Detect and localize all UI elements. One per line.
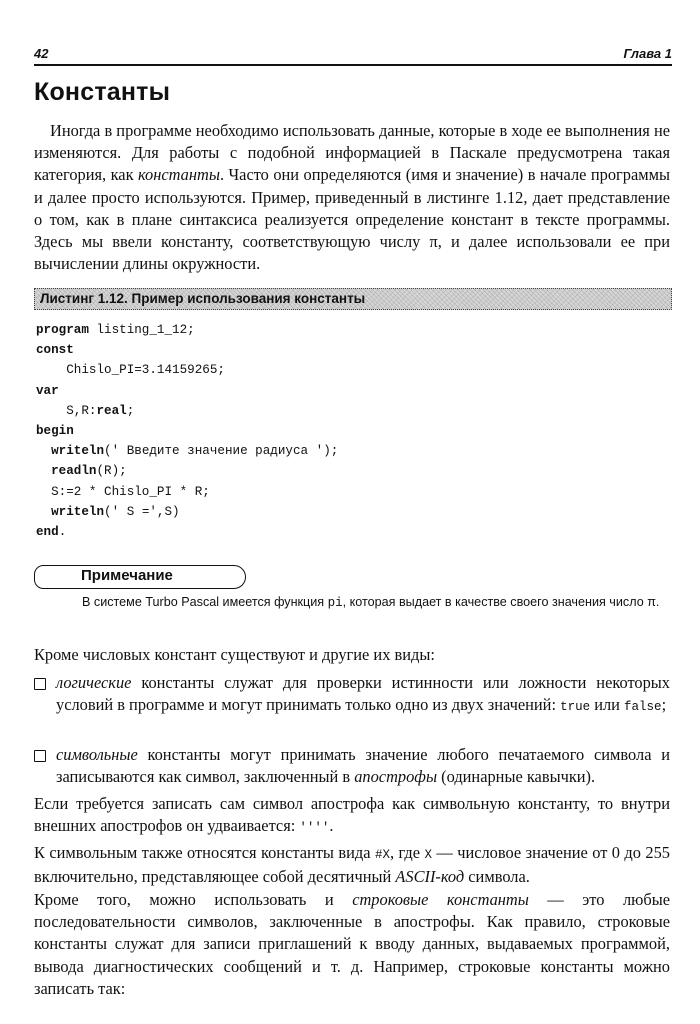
- inline-code: pi: [327, 596, 343, 610]
- inline-code: true: [560, 700, 591, 715]
- code-line: S,R:real;: [36, 403, 135, 418]
- inline-code: false: [624, 700, 662, 715]
- code-line: end.: [36, 525, 67, 540]
- ascii-paragraph: К символьным также относятся константы вида #X, где X — числовое значение от 0 до 255 включительно, представляющее собой десятичный ASCII-код символа.: [34, 843, 670, 887]
- code-line: begin: [36, 424, 74, 439]
- code-line: Chislo_PI=3.14159265;: [36, 363, 225, 378]
- intro-paragraph: Иногда в программе необходимо использовать данные, которые в ходе ее выполнения не изменяются. Для работы с подобной информацией в Паскале предусмотрена такая категория, как константы. Часто они определяются (имя и значение) в начале программы и далее просто используются. Пример, приведенный в листинге 1.12, дает представление о том, как в плане синтаксиса реализуется определение констант в тексте программы. Здесь мы ввели константу, соответствующую числу π, и далее использовали ее при вычислении длины окружности.: [34, 121, 670, 274]
- code-line: writeln(' Введите значение радиуса ');: [51, 444, 339, 459]
- checkbox-bullet-icon: [34, 678, 46, 690]
- note-text: В системе Turbo Pascal имеется функция pi, которая выдает в качестве своего значения число π.: [82, 595, 660, 610]
- kinds-intro: Кроме числовых констант существуют и другие их виды:: [34, 645, 435, 664]
- inline-code: #X: [374, 848, 390, 862]
- running-header: [34, 44, 672, 66]
- inline-code: X: [424, 848, 432, 862]
- code-line: S:=2 * Chislo_PI * R;: [36, 484, 210, 499]
- inline-code: '''': [299, 821, 330, 836]
- section-title: Константы: [34, 78, 171, 106]
- code-line: writeln(' S =',S): [51, 504, 180, 519]
- bullet-item-char: символьные константы могут принимать значение любого печатаемого символа и записываются как символ, заключенный в апострофы (одинарные кавычки).: [34, 744, 670, 788]
- listing-title: Листинг 1.12. Пример использования константы: [40, 291, 366, 306]
- listing-caption: [34, 288, 672, 310]
- code-line: program listing_1_12;: [36, 323, 195, 337]
- code-line: readln(R);: [51, 464, 127, 479]
- chapter-label: Глава 1: [623, 46, 672, 61]
- note-label-box: [34, 565, 246, 589]
- code-line: var: [36, 383, 59, 398]
- page-number: 42: [34, 46, 49, 61]
- code-listing: [36, 320, 338, 542]
- note-label: Примечание: [81, 567, 173, 584]
- code-line: const: [36, 343, 74, 358]
- bullet-item-logical: логические константы служат для проверки истинности или ложности некоторых условий в программе и могут принимать только одно из двух значений: true или false;: [34, 672, 670, 718]
- emphasis-term: константы: [138, 165, 220, 185]
- string-paragraph: Кроме того, можно использовать и строковые константы — это любые последовательности символов, заключенные в апострофы. Как правило, строковые константы служат для записи приглашений к вводу данных, выдаваемых программой, вывода диагностических сообщений и т. д. Например, строковые константы можно записать так:: [34, 890, 671, 998]
- apostrophe-paragraph: Если требуется записать сам символ апострофа как символьную константу, то внутри внешних апострофов он удваивается: ''''.: [34, 794, 670, 836]
- checkbox-bullet-icon: [34, 750, 46, 762]
